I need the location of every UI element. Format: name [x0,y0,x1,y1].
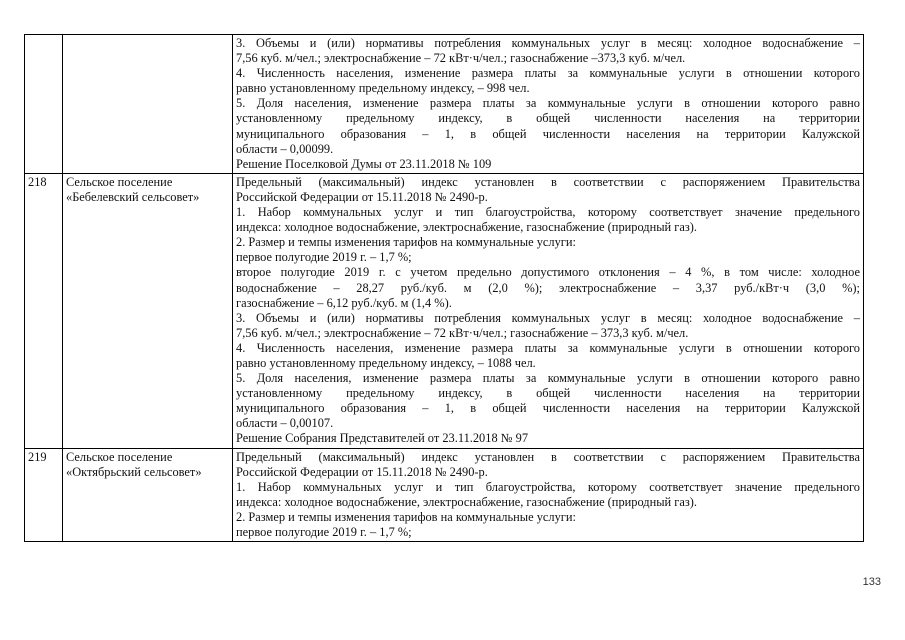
text-line: установленному предельному индексу, в общей численности населения на территории [236,111,860,126]
settlement-name-cell [63,35,233,174]
text-line: муниципального образования – 1, в общей численности населения на территории Калужской [236,126,860,141]
page-number: 133 [862,576,881,588]
table-row [25,173,864,448]
settlement-name-cell [63,173,233,448]
text-line: Предельный (максимальный) индекс установлен в соответствии с распоряжением Правительства [236,449,860,464]
row-number: 219 [25,448,63,542]
row-number [25,35,63,174]
text-line: Предельный (максимальный) индекс установлен в соответствии с распоряжением Правительства [236,174,860,189]
text-line: газоснабжение – 6,12 руб./куб. м (1,4 %). [236,295,452,310]
settlement-name-line: «Октябрьский сельсовет» [66,464,202,479]
text-line: области – 0,00099. [236,141,334,156]
text-line: первое полугодие 2019 г. – 1,7 %; [236,525,412,539]
text-line: Российской Федерации от 15.11.2018 № 2490-р. [236,464,488,479]
text-line: индекса: холодное водоснабжение, электроснабжение, газоснабжение (природный газ). [236,494,697,509]
row-number: 218 [25,173,63,448]
decision-text-cell [233,35,864,174]
table-row [25,35,864,174]
text-line: 1. Набор коммунальных услуг и тип благоустройства, которому соответствует значение предельного [236,205,860,220]
document-table [24,34,864,542]
text-line: Российской Федерации от 15.11.2018 № 2490-р. [236,189,488,204]
settlement-name-cell [63,448,233,542]
text-line: первое полугодие 2019 г. – 1,7 %; [236,250,412,265]
text-line: водоснабжение – 28,27 руб./куб. м (2,0 %); электроснабжение – 3,37 руб./кВт·ч (3,0 %); [236,280,860,295]
document-table-body [25,35,864,542]
settlement-name-line: «Бебелевский сельсовет» [66,189,200,204]
settlement-name-line: Сельское поселение [66,449,173,464]
text-line: 3. Объемы и (или) нормативы потребления коммунальных услуг в месяц: холодное водоснабжение – [236,310,860,325]
decision-text-cell [233,173,864,448]
text-line: 7,56 куб. м/чел.; электроснабжение – 72 кВт·ч/чел.; газоснабжение –373,3 куб. м/чел. [236,51,686,66]
text-line: 4. Численность населения, изменение размера платы за коммунальные услуги в отношении которого [236,340,860,355]
text-line: 4. Численность населения, изменение размера платы за коммунальные услуги в отношении которого [236,66,860,81]
decision-text-cell [233,448,864,542]
text-line: муниципального образования – 1, в общей численности населения на территории Калужской [236,401,860,416]
text-line: индекса: холодное водоснабжение, электроснабжение, газоснабжение (природный газ). [236,220,697,235]
text-line: 5. Доля населения, изменение размера платы за коммунальные услуги в отношении которого равно [236,96,860,111]
text-line: Решение Поселковой Думы от 23.11.2018 № 109 [236,156,492,171]
text-line: 5. Доля населения, изменение размера платы за коммунальные услуги в отношении которого равно [236,371,860,386]
text-line: равно установленному предельному индексу, – 998 чел. [236,81,530,96]
text-line: 7,56 куб. м/чел.; электроснабжение – 72 кВт·ч/чел.; газоснабжение – 373,3 куб. м/чел. [236,325,689,340]
settlement-name-line: Сельское поселение [66,174,173,189]
text-line: Решение Собрания Представителей от 23.11.2018 № 97 [236,431,529,446]
text-line: второе полугодие 2019 г. с учетом предельно допустимого отклонения – 4 %, в том числе: холодное [236,265,860,280]
text-line: 1. Набор коммунальных услуг и тип благоустройства, которому соответствует значение предельного [236,479,860,494]
table-row [25,448,864,542]
text-line: 3. Объемы и (или) нормативы потребления коммунальных услуг в месяц: холодное водоснабжение – [236,36,860,50]
text-line: установленному предельному индексу, в общей численности населения на территории [236,386,860,401]
text-line: 2. Размер и темпы изменения тарифов на коммунальные услуги: [236,509,576,524]
text-line: равно установленному предельному индексу, – 1088 чел. [236,355,536,370]
text-line: области – 0,00107. [236,416,334,431]
text-line: 2. Размер и темпы изменения тарифов на коммунальные услуги: [236,235,576,250]
